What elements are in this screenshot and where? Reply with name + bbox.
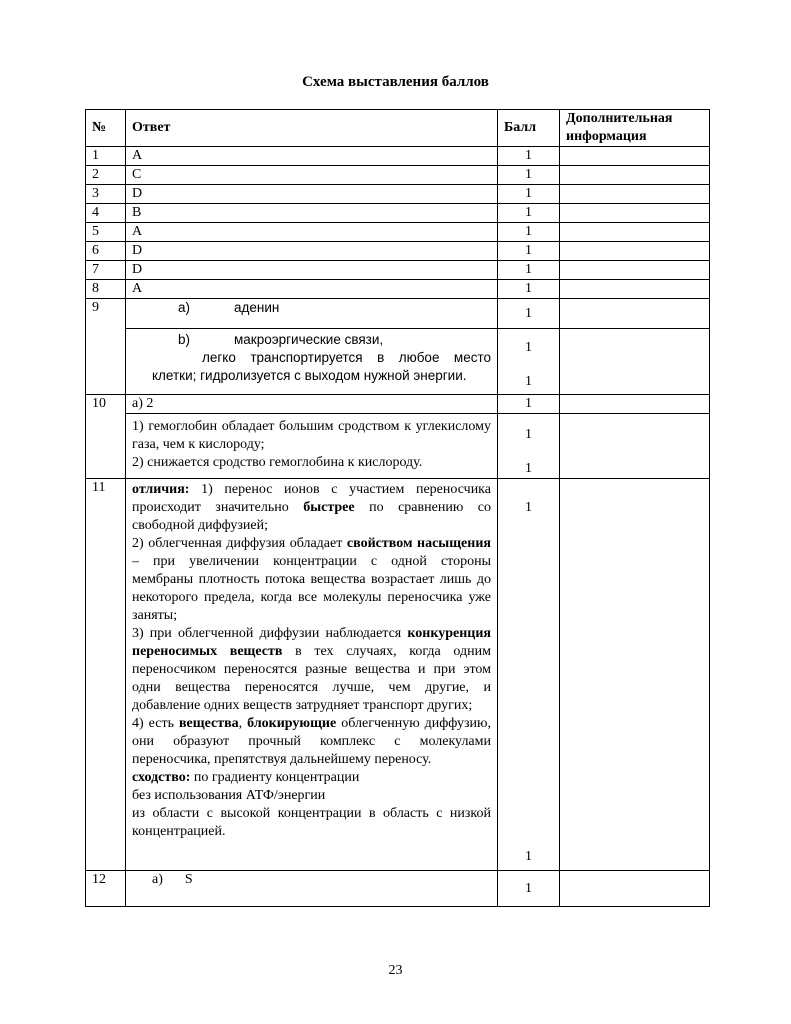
- row-info: [560, 280, 710, 299]
- answer-paragraph: [132, 625, 491, 715]
- answer-marker: а): [178, 300, 191, 315]
- row-info: [560, 204, 710, 223]
- table-header-row: [86, 110, 710, 147]
- table-row: [86, 280, 710, 299]
- row-points: 1: [498, 147, 560, 166]
- table-row: [86, 414, 710, 479]
- row-points: 1: [498, 261, 560, 280]
- row-points: 1: [498, 280, 560, 299]
- row-number: 11: [86, 479, 126, 871]
- row-answer: [126, 871, 498, 907]
- row-answer: [126, 479, 498, 871]
- text-span: ,: [238, 716, 248, 731]
- text-span: по сравнению со свободной диффузией;: [132, 500, 491, 533]
- answer-paragraph: [132, 535, 491, 625]
- answer-paragraph: [132, 715, 491, 769]
- row-info: [560, 871, 710, 907]
- row-points: 1: [498, 204, 560, 223]
- row-points: 1: [498, 395, 560, 414]
- row-number: 6: [86, 242, 126, 261]
- text-span: 4) есть: [132, 716, 179, 731]
- answer-paragraph: из области с высокой концентрации в область с низкой концентрацией.: [132, 806, 491, 839]
- row-answer: A: [126, 280, 498, 299]
- answer-text: легко транспортируется в любое место клетки; гидролизуется с выходом нужной энергии.: [152, 350, 491, 383]
- answer-text: S: [184, 872, 193, 887]
- emphasis-span: конкуренция переносимых веществ: [132, 626, 491, 659]
- row-number: 7: [86, 261, 126, 280]
- text-span: 2) облегченная диффузия обладает: [132, 536, 347, 551]
- row-info: [560, 242, 710, 261]
- row-answer: D: [126, 242, 498, 261]
- row-answer: A: [126, 147, 498, 166]
- row-points: 1: [498, 185, 560, 204]
- emphasis-span: блокирующие: [247, 716, 337, 731]
- row-number: 4: [86, 204, 126, 223]
- table-row: [86, 479, 710, 871]
- page-title: Схема выставления баллов: [302, 74, 489, 90]
- row-points: 1: [498, 223, 560, 242]
- row-points: 1: [498, 871, 560, 907]
- row-number: 10: [86, 395, 126, 479]
- row-info: [560, 329, 710, 395]
- row-points: [498, 329, 560, 395]
- row-info: [560, 166, 710, 185]
- answer-paragraph: [132, 769, 491, 787]
- row-info: [560, 185, 710, 204]
- table-row: [86, 395, 710, 414]
- row-number: 8: [86, 280, 126, 299]
- differences-label: отличия:: [132, 482, 190, 497]
- row-number: 1: [86, 147, 126, 166]
- row-info: [560, 479, 710, 871]
- table-row: [86, 204, 710, 223]
- points-value: 1: [525, 500, 532, 515]
- table-row: [86, 871, 710, 907]
- text-span: 1) перенос ионов с участием переносчика происходит значительно: [132, 482, 491, 515]
- row-answer: D: [126, 185, 498, 204]
- row-number: 2: [86, 166, 126, 185]
- row-number: 12: [86, 871, 126, 907]
- header-number: №: [86, 110, 126, 147]
- row-info: [560, 223, 710, 242]
- row-answer: D: [126, 261, 498, 280]
- answer-item: 2) снижается сродство гемоглобина к кислороду.: [132, 455, 423, 470]
- row-answer: B: [126, 204, 498, 223]
- row-info: [560, 299, 710, 329]
- table-row: [86, 329, 710, 395]
- emphasis-span: вещества: [179, 716, 239, 731]
- table-row: [86, 242, 710, 261]
- row-answer: C: [126, 166, 498, 185]
- row-points: 1: [498, 242, 560, 261]
- row-points: [498, 414, 560, 479]
- row-number: 3: [86, 185, 126, 204]
- table-row: [86, 185, 710, 204]
- row-answer: [126, 414, 498, 479]
- page-number: 23: [388, 963, 403, 978]
- answer-text: аденин: [234, 300, 280, 315]
- points-value: 1: [525, 849, 532, 864]
- text-span: – при увеличении концентрации с одной стороны мембраны плотность потока вещества возрастает лишь до некоторого предела, когда все молекулы переносчика уже заняты;: [132, 554, 491, 623]
- table-row: [86, 299, 710, 329]
- row-info: [560, 261, 710, 280]
- points-value: 1: [525, 340, 532, 355]
- table-row: [86, 261, 710, 280]
- answer-text: макроэргические связи,: [234, 332, 384, 347]
- row-points: 1: [498, 299, 560, 329]
- answer-item: 1) гемоглобин обладает большим сродством к углекислому газа, чем к кислороду;: [132, 419, 491, 452]
- row-answer: [126, 329, 498, 395]
- text-span: облегченную диффузию, они образуют прочный комплекс с молекулами переносчика, препятствуя дальнейшему переносу.: [132, 716, 491, 767]
- emphasis-span: быстрее: [303, 500, 355, 515]
- header-answer: Ответ: [126, 110, 498, 147]
- table-row: [86, 166, 710, 185]
- points-value: 1: [525, 374, 532, 389]
- text-span: по градиенту концентрации: [190, 770, 360, 785]
- table-row: [86, 223, 710, 242]
- row-answer: [126, 299, 498, 329]
- row-info: [560, 414, 710, 479]
- answer-marker: а): [152, 872, 163, 887]
- table-row: [86, 147, 710, 166]
- row-info: [560, 395, 710, 414]
- text-span: 3) при облегченной диффузии наблюдается: [132, 626, 408, 641]
- text-span: в тех случаях, когда одним переносчиком переносятся разные вещества и при этом одни вещества переносятся лучше, чем другие, и добавление одних веществ затрудняет транспорт других;: [132, 644, 491, 713]
- row-points: 1: [498, 166, 560, 185]
- row-answer: A: [126, 223, 498, 242]
- points-value: 1: [525, 427, 532, 442]
- scoring-table: [85, 109, 710, 907]
- emphasis-span: свойством насыщения: [346, 536, 491, 551]
- row-points: [498, 479, 560, 871]
- row-number: 9: [86, 299, 126, 395]
- answer-marker: b): [178, 332, 191, 347]
- row-info: [560, 147, 710, 166]
- answer-paragraph: [132, 481, 491, 535]
- header-points: Балл: [498, 110, 560, 147]
- row-answer: а) 2: [126, 395, 498, 414]
- similarity-label: сходство:: [132, 770, 191, 785]
- answer-paragraph: без использования АТФ/энергии: [132, 788, 326, 803]
- header-info: Дополнительная информация: [560, 110, 710, 147]
- row-number: 5: [86, 223, 126, 242]
- points-value: 1: [525, 461, 532, 476]
